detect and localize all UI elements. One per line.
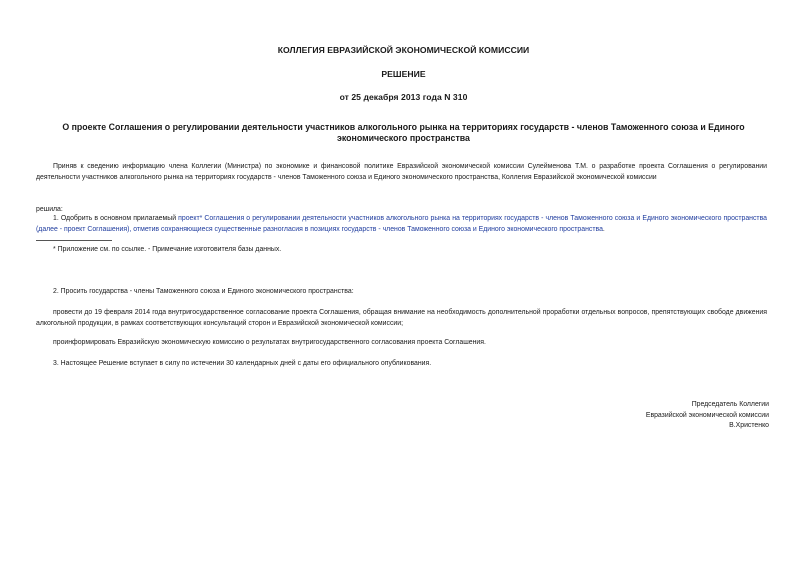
signature-block	[569, 400, 769, 432]
item-1-suffix: .	[602, 225, 605, 233]
item-1-paragraph	[36, 214, 767, 235]
signature-position: Председатель Коллегии	[691, 401, 769, 408]
footnote-divider	[36, 240, 112, 241]
signature-name: В.Христенко	[729, 422, 769, 429]
item-2-paragraph: 2. Просить государства - члены Таможенного союза и Единого экономического пространства:	[53, 288, 354, 295]
document-title: О проекте Соглашения о регулировании деятельности участников алкогольного рынка на территориях государств - членов Таможенного союза и Единого экономического пространства	[62, 122, 745, 143]
date-number: от 25 декабря 2013 года N 310	[339, 92, 468, 102]
item-3-paragraph: 3. Настоящее Решение вступает в силу по истечении 30 календарных дней с даты его официального опубликования.	[53, 360, 432, 367]
authority-heading: КОЛЛЕГИЯ ЕВРАЗИЙСКОЙ ЭКОНОМИЧЕСКОЙ КОМИССИИ	[277, 45, 530, 55]
resolved-label: решила:	[36, 206, 63, 213]
item-2a-paragraph: провести до 19 февраля 2014 года внутригосударственное согласование проекта Соглашения, обращая внимание на необходимость дополнительной проработки отдельных вопросов, препятствующих свободе движения алкогольной продукции, в рамках соответствующих консультаций сторон и Евразийской экономической комиссии;	[36, 309, 767, 327]
intro-paragraph: Приняв к сведению информацию члена Коллегии (Министра) по экономике и финансовой политике Евразийской экономической комиссии Сулейменова Т.М. о разработке проекта Соглашения о регулировании деятельности участников алкогольного рынка на территориях государств - членов Таможенного союза и Единого экономического пространства, Коллегия Евразийской экономической комиссии	[36, 163, 767, 181]
item-2b-paragraph: проинформировать Евразийскую экономическую комиссию о результатах внутригосударственного согласования проекта Соглашения.	[53, 339, 486, 346]
signature-organization: Евразийской экономической комиссии	[645, 411, 769, 419]
document-type: РЕШЕНИЕ	[381, 69, 426, 79]
footnote: * Приложение см. по ссылке. - Примечание изготовителя базы данных.	[53, 246, 282, 253]
draft-agreement-link[interactable]: проект* Соглашения о регулировании деятельности участников алкогольного рынка на территориях государств - членов Таможенного союза и Единого экономического пространства (далее - проект Соглашения), отметив сохраняющиеся существенные разногласия в позициях государств - членов Таможенного союза и Единого экономического пространства	[36, 215, 768, 233]
item-1-prefix: 1. Одобрить в основном прилагаемый	[53, 215, 179, 222]
